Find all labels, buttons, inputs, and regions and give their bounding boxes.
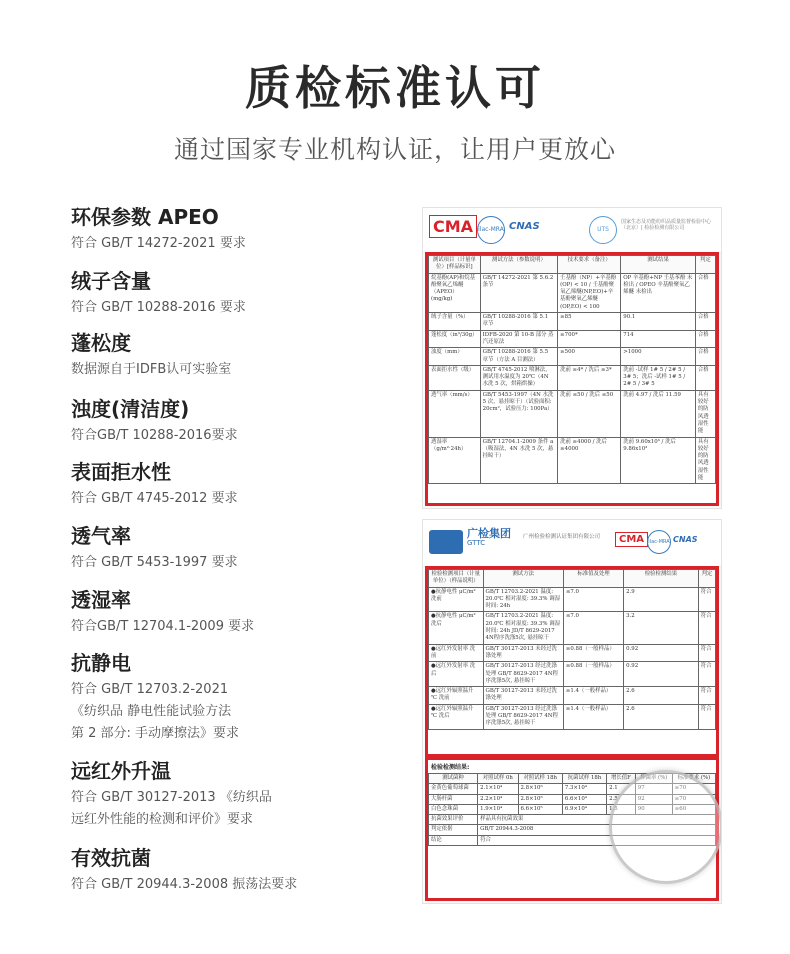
table-cell: ≥70: [672, 794, 715, 804]
ilac-logo: ilac-MRA: [477, 216, 505, 244]
table-cell: 3.2: [624, 612, 699, 644]
table-row: [429, 273, 716, 312]
gttc-logo: 广检集团 GTTC: [467, 527, 511, 548]
table-cell: 2.8×10⁶: [518, 784, 562, 794]
table-header: 判定: [695, 256, 715, 274]
table-cell: 2.1: [607, 784, 636, 794]
spec-name: 透气率: [71, 524, 131, 548]
table-cell: 符合: [698, 587, 715, 612]
table-row: [429, 704, 716, 729]
spec-name: 绒子含量: [71, 269, 151, 293]
table-cell: 合格: [695, 330, 715, 348]
table-cell: 2.9: [624, 587, 699, 612]
table-cell: 0.92: [624, 662, 699, 687]
report-org: 国家生态及功能纺织品质量监督检验中心（北京）| 检验检测有限公司: [621, 219, 712, 231]
spec-desc: 符合 GB/T 14272-2021 要求: [71, 236, 246, 251]
table-header: 测试菌种: [429, 774, 478, 784]
spec-desc: 第 2 部分: 手动摩擦法》要求: [71, 726, 240, 741]
report-table-frame: [425, 566, 719, 757]
table-cell: GB/T 20944.3-2008: [478, 825, 716, 835]
table-cell: ≥1.4（一般样品）: [563, 687, 623, 705]
ilac-logo: ilac-MRA: [647, 530, 671, 554]
table-cell: ≥1.4（一般样品）: [563, 704, 623, 729]
table-cell: GB/T 14272-2021 第 5.6.2 条节: [480, 273, 557, 312]
spec-name: 浊度(清洁度): [71, 397, 190, 421]
report1-table: [428, 255, 716, 484]
table-cell: 符合: [478, 835, 716, 845]
table-row: [429, 662, 716, 687]
spec-name: 远红外升温: [71, 759, 171, 783]
table-cell: 2.1×10⁴: [478, 784, 518, 794]
table-header: 对照试样 18h: [518, 774, 562, 784]
table-cell: 符合: [698, 612, 715, 644]
table-row: [429, 612, 716, 644]
table-header: 技术要求（备注）: [558, 256, 621, 274]
page-subtitle: 通过国家专业机构认证，让用户更放心: [173, 135, 616, 164]
test-report-2: [422, 519, 722, 904]
table-cell: ●抗静电性 μC/m² 洗前: [429, 587, 484, 612]
table-cell: 表面拒水性（级）: [429, 365, 481, 390]
table-row: [429, 365, 716, 390]
table-cell: ≥500: [558, 348, 621, 366]
table-cell: GB/T 10288-2016 第 5.5 章节（方法 A 目测法）: [480, 348, 557, 366]
table-cell: ≥0.88（一般样品）: [563, 662, 623, 687]
spec-name: 表面拒水性: [71, 460, 171, 484]
table-cell: 90.1: [621, 313, 696, 331]
table-header: 抗菌试样 18h: [562, 774, 606, 784]
magnifier-overlay: [609, 770, 722, 884]
cnas-logo: CNAS: [509, 221, 540, 232]
spec-desc: 符合 GB/T 10288-2016 要求: [71, 300, 246, 315]
table-cell: 符合: [698, 704, 715, 729]
table-cell: 714: [621, 330, 696, 348]
spec-desc: 符合 GB/T 12703.2-2021: [71, 682, 229, 697]
table-cell: 符合: [698, 662, 715, 687]
table-cell: IDFB-2020 第 10-B 部分 蒸汽还原法: [480, 330, 557, 348]
table-header: 检验检测结果: [624, 570, 699, 588]
spec-name: 抗静电: [71, 651, 131, 675]
table-cell: 透湿率（g/m²·24h）: [429, 437, 481, 484]
table-cell: 符合: [698, 687, 715, 705]
spec-item-antibacterial: [71, 844, 297, 896]
table-cell: 合格: [695, 273, 715, 312]
table-header: 增长值F: [607, 774, 636, 784]
table-cell: 样品具有抗菌效果: [478, 815, 716, 825]
table-header: 判定: [698, 570, 715, 588]
table-cell: 洗前 -试样 1# 5 / 2# 5 / 3# 5；洗后 -试样 1# 5 / 2# 5 / 3# 5: [621, 365, 696, 390]
table-cell: 7.3×10⁴: [562, 784, 606, 794]
table-cell: 1.9×10⁴: [478, 804, 518, 814]
table-cell: 洗前 ≥4000 / 洗后 ≥4000: [558, 437, 621, 484]
table-cell: 绒子含量（%）: [429, 313, 481, 331]
spec-item-moisture-permeability: [71, 586, 254, 638]
spec-desc: 符合 GB/T 30127-2013 《纺织品: [71, 790, 272, 805]
table-cell: GB/T 5453-1997（4N 水洗 5 次，悬挂晾干）（试验面积: 20cm²，试验压力: 100Pa）: [480, 390, 557, 437]
table-cell: ≥60: [672, 804, 715, 814]
cnas-logo: CNAS: [673, 535, 698, 544]
spec-desc: 数据源自于IDFB认可实验室: [71, 362, 232, 377]
table-cell: ●抗静电性 μC/m² 洗后: [429, 612, 484, 644]
table-cell: ●远红外辐照温升 ℃ 洗前: [429, 687, 484, 705]
table-header: 检验检测项目（计量单位）（样品说明）: [429, 570, 484, 588]
table-cell: 浊度（mm）: [429, 348, 481, 366]
spec-desc: 符合 GB/T 5453-1997 要求: [71, 555, 238, 570]
table-cell: 白色念珠菌: [429, 804, 478, 814]
table-row: [429, 348, 716, 366]
table-cell: ●远红外发射率 洗后: [429, 662, 484, 687]
table-row: [429, 644, 716, 662]
table-cell: ●远红外发射率 洗前: [429, 644, 484, 662]
table-header: 标准要求 (%): [672, 774, 715, 784]
spec-desc: 符合 GB/T 4745-2012 要求: [71, 491, 238, 506]
table-cell: 6.9×10⁴: [562, 804, 606, 814]
table-header: 标准值及处理: [563, 570, 623, 588]
table-cell: 洗前 9.60x10³ / 洗后 9.86x10³: [621, 437, 696, 484]
table-cell: 具有较好的防风透湿性能: [695, 390, 715, 437]
spec-desc: 远红外性能的检测和评价》要求: [71, 812, 254, 827]
table-row: [429, 313, 716, 331]
report-org: 广州检验检测认证集团有限公司: [523, 534, 601, 540]
table-cell: 6.6×10⁴: [562, 794, 606, 804]
table-cell: ≤7.0: [563, 587, 623, 612]
spec-desc: 《纺织品 静电性能试验方法: [71, 704, 232, 719]
report-header: [423, 520, 721, 567]
table-cell: 金黄色葡萄球菌: [429, 784, 478, 794]
table-cell: ≥85: [558, 313, 621, 331]
spec-item-air-permeability: [71, 522, 238, 574]
table-cell: 洗前 4.97 / 洗后 11.59: [621, 390, 696, 437]
table-cell: 判定依据: [429, 825, 478, 835]
table-cell: 合格: [695, 313, 715, 331]
spec-item-apeo: [71, 203, 246, 255]
table-cell: ≥70: [672, 784, 715, 794]
table-cell: 2.8×10⁶: [518, 794, 562, 804]
table-cell: 92: [635, 794, 672, 804]
table-cell: ≥700*: [558, 330, 621, 348]
spec-name: 环保参数 APEO: [71, 205, 219, 229]
table-cell: 合格: [695, 348, 715, 366]
table-cell: 抗菌效果评价: [429, 815, 478, 825]
spec-item-far-infrared: [71, 757, 272, 831]
table-cell: 2.6: [624, 704, 699, 729]
spec-item-antistatic: [71, 649, 239, 745]
spec-item-down-content: [71, 267, 246, 319]
table-header: 测试结果: [621, 256, 696, 274]
spec-item-turbidity: [71, 395, 238, 447]
table-cell: 6.6×10⁵: [518, 804, 562, 814]
table-cell: 2.6: [624, 687, 699, 705]
spec-item-fill-power: [71, 329, 231, 381]
table-header: 测试方法（参数说明）: [480, 256, 557, 274]
cma-logo: CMA: [615, 534, 648, 546]
table-row: [429, 437, 716, 484]
test-report-1: [422, 207, 722, 509]
table-cell: 洗前 ≥4* / 洗后 ≥3*: [558, 365, 621, 390]
table-row: [429, 330, 716, 348]
spec-desc: 符合 GB/T 20944.3-2008 振荡法要求: [71, 877, 298, 892]
table-cell: 符合: [698, 644, 715, 662]
spec-desc: 符合GB/T 12704.1-2009 要求: [71, 619, 255, 634]
table-header: 测试方法: [483, 570, 563, 588]
page-title: 质检标准认可: [245, 61, 545, 115]
table-cell: 合格: [695, 365, 715, 390]
table-cell: OP 辛基酚+NP 壬基苯酚 未检出 / OPEO 辛基酚聚氧乙烯醚 未检出: [621, 273, 696, 312]
table-cell: 1.5: [607, 804, 636, 814]
table-cell: ≥0.88（一般样品）: [563, 644, 623, 662]
table-cell: 2.5: [607, 794, 636, 804]
table-row: [429, 390, 716, 437]
table-cell: GB/T 30127-2013 未经过洗涤处理: [483, 687, 563, 705]
table-header: 对照试样 0h: [478, 774, 518, 784]
gttc-logo-icon: [429, 530, 463, 554]
table-header: 测试项目（计量单位）[样品标识]: [429, 256, 481, 274]
report2-table: [428, 569, 716, 730]
table-cell: 壬基酚（NP）+辛基酚(OP) < 10 / 壬基酚聚氧乙烯醚(NP,EO)+辛基酚聚氧乙烯醚(OP,EO) < 100: [558, 273, 621, 312]
table-cell: 具有较好的防风透湿性能: [695, 437, 715, 484]
spec-name: 透湿率: [71, 588, 131, 612]
table-row: [429, 687, 716, 705]
table-cell: 结论: [429, 835, 478, 845]
table-cell: 大肠杆菌: [429, 794, 478, 804]
table-cell: GB/T 30127-2013 经过洗涤处理 GB/T 8629-2017 4N程序洗涤5次, 悬挂晾干: [483, 704, 563, 729]
table-cell: GB/T 12703.2-2021 温度: 20.0℃ 相对湿度: 39.3% 调湿时间: 24h: [483, 587, 563, 612]
table-row: [429, 587, 716, 612]
antibac-title: 检验检测结果:: [431, 764, 470, 771]
table-cell: 蓬松度（in³/30g）: [429, 330, 481, 348]
table-cell: GB/T 4745-2012 喷淋法，测试用水温度为 20℃（4N 水洗 5 次，烘箱烘操）: [480, 365, 557, 390]
spec-desc: 符合GB/T 10288-2016要求: [71, 428, 238, 443]
table-cell: GB/T 30127-2013 经过洗涤处理 GB/T 8629-2017 4N程序洗涤5次, 悬挂晾干: [483, 662, 563, 687]
table-cell: 透气率（mm/s）: [429, 390, 481, 437]
table-cell: 90: [635, 804, 672, 814]
table-cell: 97: [635, 784, 672, 794]
spec-item-water-repellency: [71, 458, 238, 510]
table-cell: 0.92: [624, 644, 699, 662]
table-cell: 2.2×10⁴: [478, 794, 518, 804]
table-cell: ≤7.0: [563, 612, 623, 644]
table-header: 抑菌率 (%): [635, 774, 672, 784]
table-cell: GB/T 10288-2016 第 5.1 章节: [480, 313, 557, 331]
table-cell: ●远红外辐照温升 ℃ 洗后: [429, 704, 484, 729]
table-cell: GB/T 30127-2013 未经过洗涤处理: [483, 644, 563, 662]
table-cell: >1000: [621, 348, 696, 366]
spec-name: 有效抗菌: [71, 846, 151, 870]
cma-logo: CMA: [429, 218, 477, 236]
report-table-frame: [425, 252, 719, 506]
report-header: [423, 208, 721, 253]
table-cell: GB/T 12704.1-2009 条件 a（吸湿法，4N 水洗 5 次，悬挂晾干）: [480, 437, 557, 484]
spec-name: 蓬松度: [71, 331, 131, 355]
uts-logo: UTS: [589, 216, 617, 244]
table-cell: 烷基酚(AP)和烷基酚聚氧乙烯醚（APEO）(mg/kg): [429, 273, 481, 312]
table-cell: 洗前 ≤50 / 洗后 ≤50: [558, 390, 621, 437]
table-cell: GB/T 12703.2-2021 温度: 20.0℃ 相对湿度: 39.3% 调湿时间: 24h JD/T 8629-2017 4N程序洗涤5次, 悬挂晾干: [483, 612, 563, 644]
